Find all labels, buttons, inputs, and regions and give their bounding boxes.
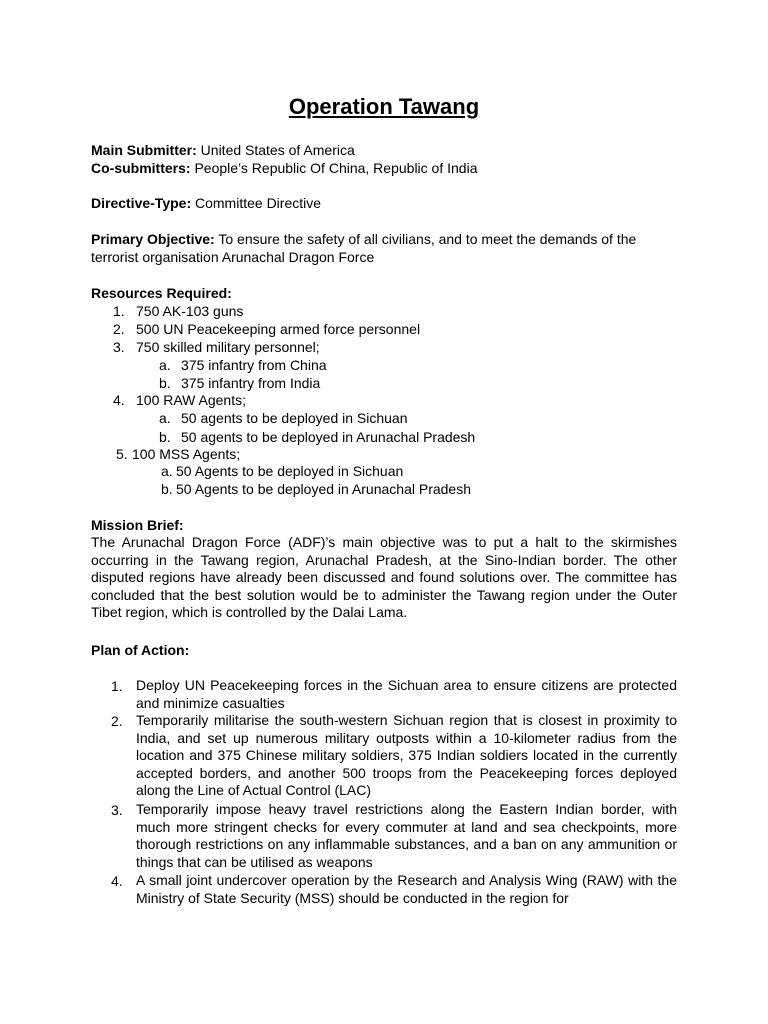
plan-item-number: 2.: [111, 713, 123, 729]
mission-brief-text: The Arunachal Dragon Force (ADF)’s main objective was to put a halt to the skirmishes occurring in the Tawang region, Arunachal Pradesh, at the Sino-Indian border. The other disputed regions have already been discussed and found solutions over. The committee has concluded that the best solution would be to administer the Tawang region under the Outer Tibet region, which is controlled by the Dalai Lama.: [91, 534, 677, 621]
co-submitters-label: Co-submitters:: [91, 160, 191, 176]
main-submitter-value: United States of America: [200, 142, 355, 158]
main-submitter-line: [91, 141, 677, 159]
list-item-number: 4.: [113, 392, 125, 408]
sub-list-item-text: 50 agents to be deployed in Arunachal Pradesh: [181, 429, 476, 445]
co-submitters-line: [91, 159, 677, 177]
sub-list-item-letter: a.: [159, 357, 171, 373]
list-item-text: 750 AK-103 guns: [136, 303, 244, 319]
list-item-number: 2.: [113, 321, 125, 337]
plan-item-number: 4.: [111, 873, 123, 889]
sub-list-item-letter: a.: [161, 463, 173, 479]
primary-objective: [91, 230, 677, 266]
list-item-number: 3.: [113, 339, 125, 355]
list-item-text: 750 skilled military personnel;: [136, 339, 320, 355]
sub-list-item-text: 375 infantry from India: [181, 375, 321, 391]
plan-heading: Plan of Action:: [91, 642, 190, 658]
directive-type-label: Directive-Type:: [91, 195, 192, 211]
sub-list-item-letter: b.: [159, 375, 171, 391]
plan-item-text: Temporarily militarise the south-western Sichuan region that is closest in proximity to India, and set up numerous military outposts within a 10-kilometer radius from the location and 375 Chinese military soldiers, 375 Indian soldiers located in the currently accepted borders, and another 500 troops from the Peacekeeping forces deployed along the Line of Actual Control (LAC): [136, 712, 677, 798]
plan-item-text: Temporarily impose heavy travel restrictions along the Eastern Indian border, with much more stringent checks for every commuter at land and sea checkpoints, more thorough restrictions on any inflammable substances, and a ban on any ammunition or things that can be utilised as weapons: [136, 801, 677, 870]
sub-list-item-letter: b.: [161, 481, 173, 497]
document-title: Operation Tawang: [288, 94, 480, 119]
list-item-text: 500 UN Peacekeeping armed force personnel: [136, 321, 421, 337]
list-item-text: 100 MSS Agents;: [132, 446, 241, 462]
sub-list-item-letter: a.: [159, 410, 171, 426]
sub-list-item-letter: b.: [159, 429, 171, 445]
list-item-text: 100 RAW Agents;: [136, 392, 246, 408]
co-submitters-value: People’s Republic Of China, Republic of India: [194, 160, 478, 176]
directive-type-value: Committee Directive: [195, 195, 322, 211]
resources-heading: Resources Required:: [91, 285, 232, 301]
plan-item-number: 3.: [111, 802, 123, 818]
list-item-number: 5.: [116, 446, 128, 462]
plan-item-text: A small joint undercover operation by the Research and Analysis Wing (RAW) with the Ministry of State Security (MSS) should be conducted in the region for: [136, 872, 677, 906]
plan-item-number: 1.: [111, 678, 123, 694]
mission-brief-heading: Mission Brief:: [91, 517, 184, 533]
primary-objective-label: Primary Objective:: [91, 231, 215, 247]
plan-item-text: Deploy UN Peacekeeping forces in the Sichuan area to ensure citizens are protected and minimize casualties: [136, 677, 677, 711]
directive-type-line: [91, 194, 677, 212]
primary-objective-value: To ensure the safety of all civilians, and to meet the demands of the terrorist organisation Arunachal Dragon Force: [91, 231, 637, 265]
main-submitter-label: Main Submitter:: [91, 142, 197, 158]
sub-list-item-text: 50 agents to be deployed in Sichuan: [181, 410, 408, 426]
list-item-number: 1.: [113, 303, 125, 319]
sub-list-item-text: 375 infantry from China: [181, 357, 327, 373]
sub-list-item-text: 50 Agents to be deployed in Sichuan: [176, 463, 404, 479]
sub-list-item-text: 50 Agents to be deployed in Arunachal Pradesh: [176, 481, 471, 497]
